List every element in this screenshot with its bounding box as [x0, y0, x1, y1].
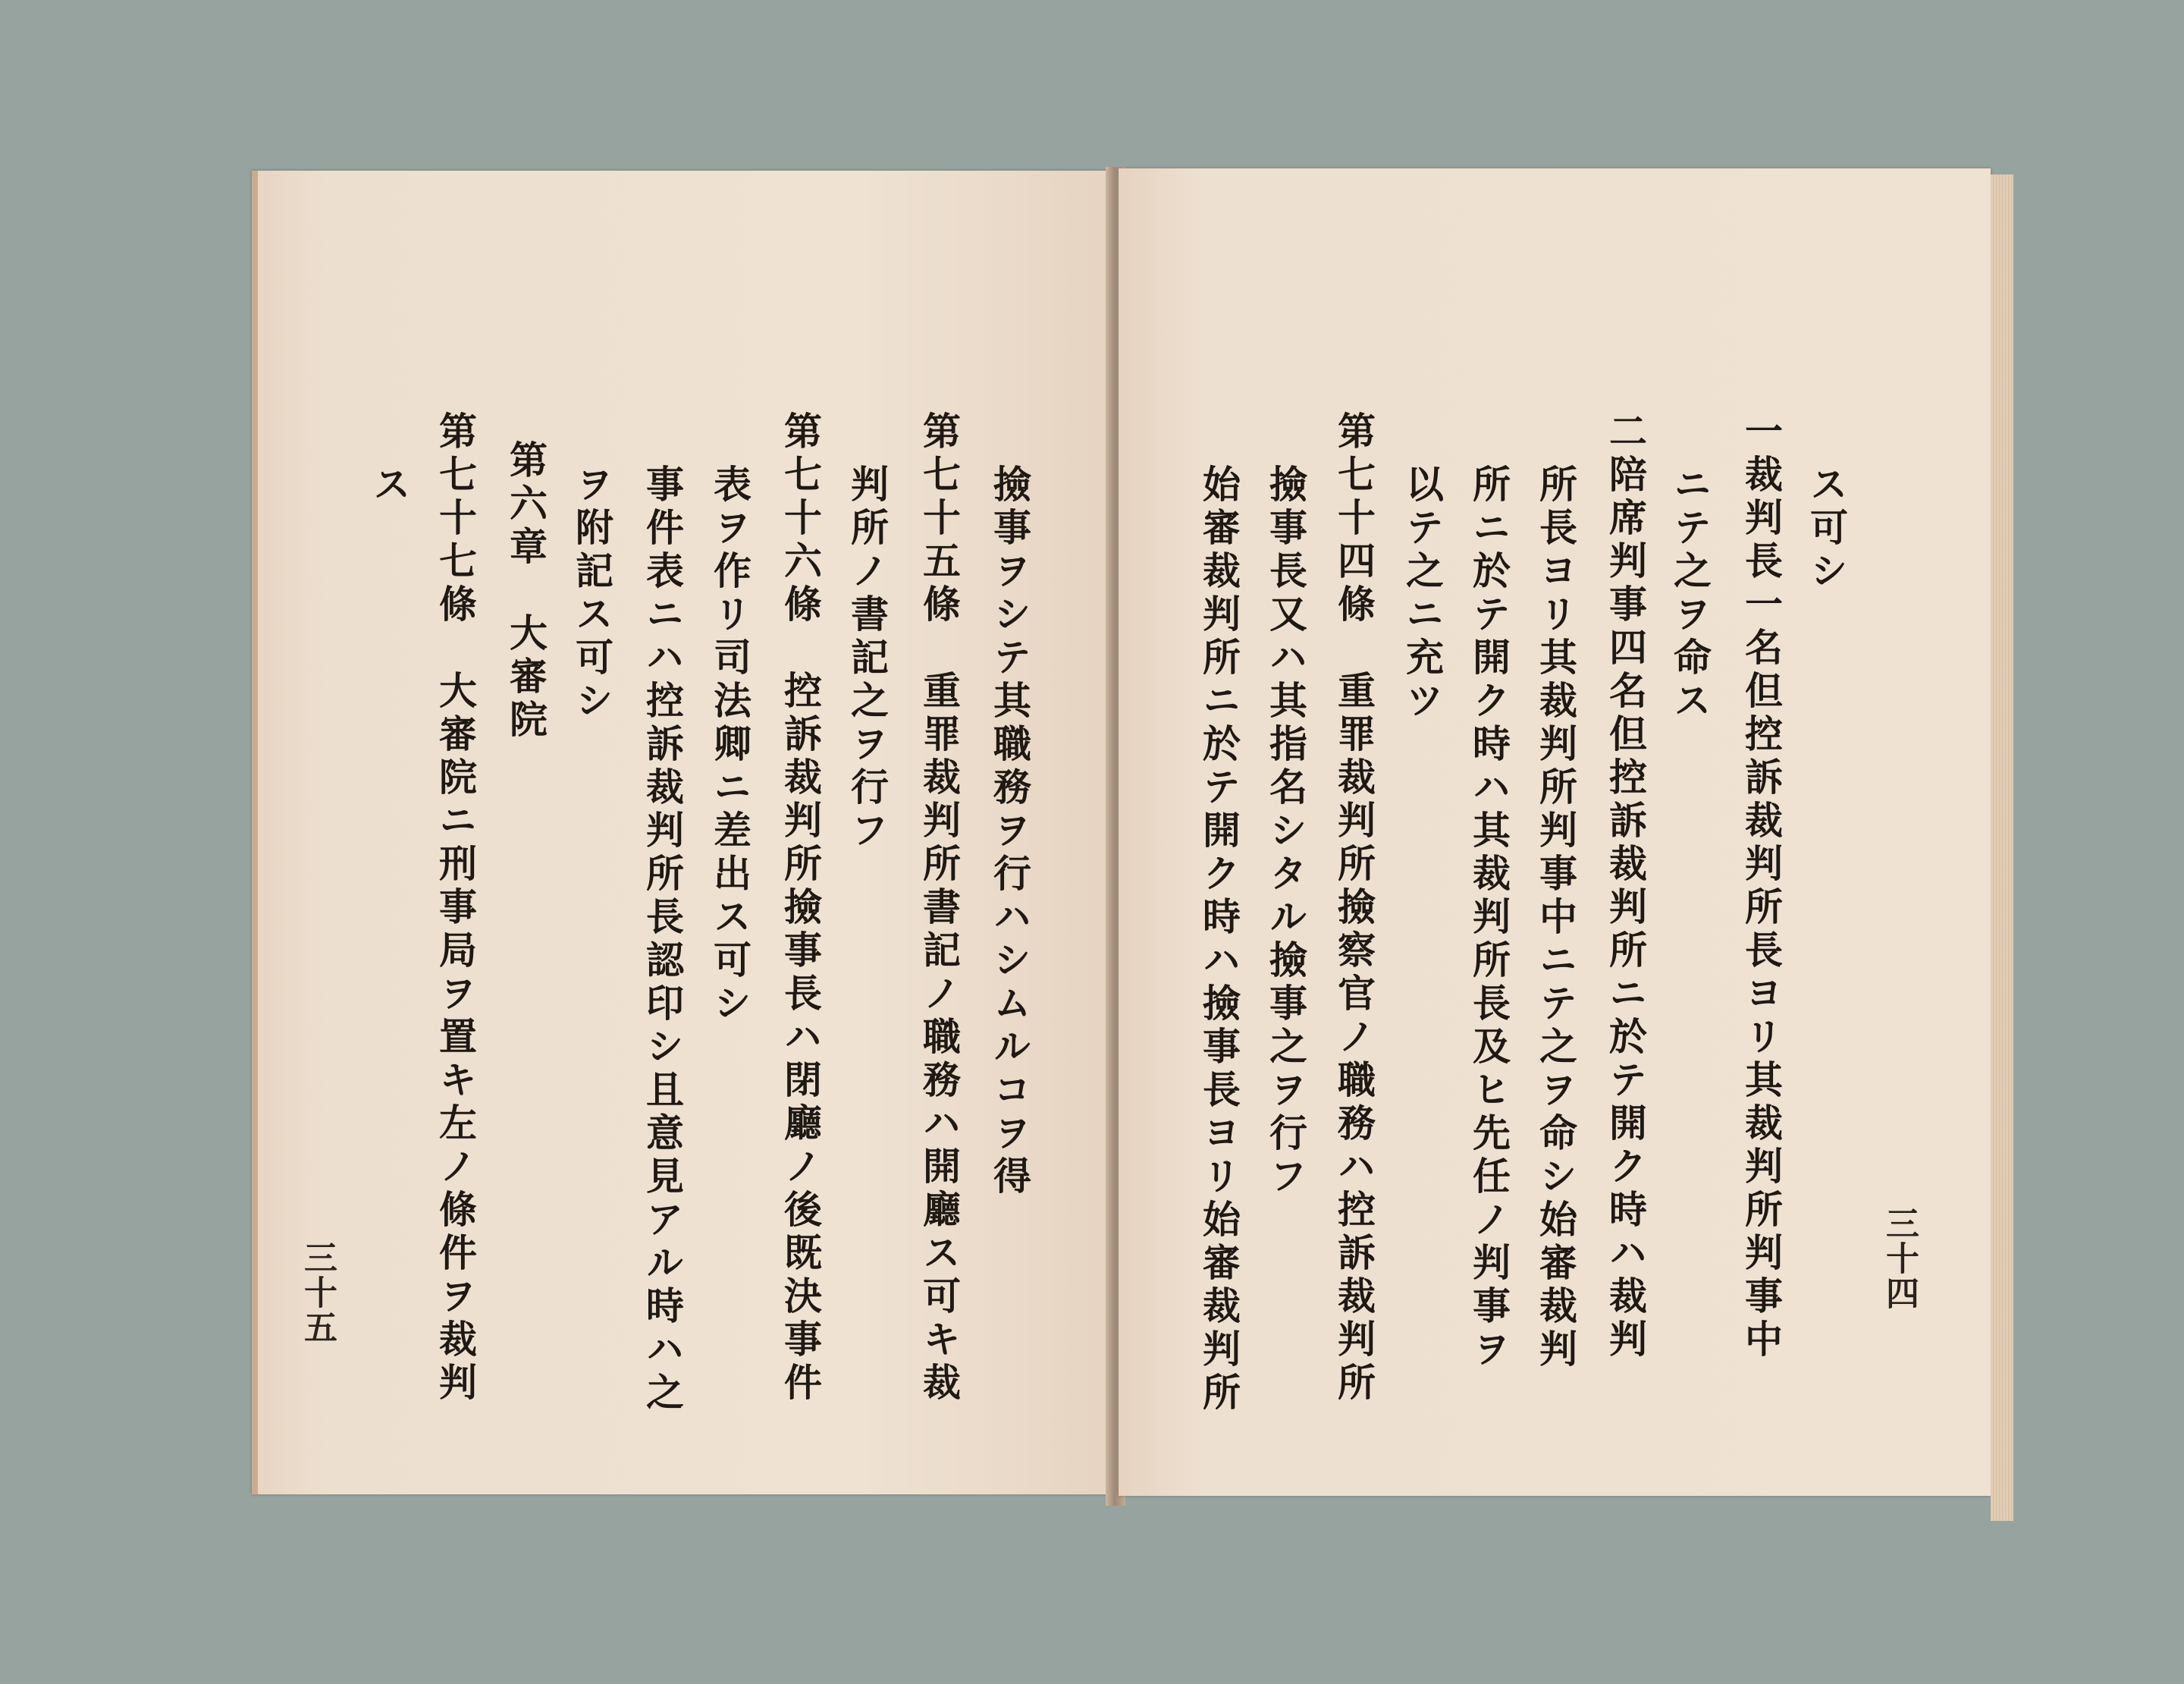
left-text-column: 表ヲ作リ司法卿ニ差出ス可シ [708, 464, 752, 1026]
page-number: 三十四 [1880, 1206, 1919, 1311]
left-text-column: 第七十六條 控訴裁判所撿事長ハ閉廳ノ後既決事件 [778, 411, 823, 1406]
right-text-column: 撿事長又ハ其指名シタル撿事之ヲ行フ [1263, 464, 1308, 1199]
right-text-column: 始審裁判所ニ於テ開ク時ハ撿事長ヨリ始審裁判所 [1197, 464, 1241, 1415]
right-text-column: ス可シ [1804, 464, 1849, 594]
left-text-column: 第七十七條 大審院ニ刑事局ヲ置キ左ノ條件ヲ裁判 [433, 411, 478, 1406]
left-text-column: 事件表ニハ控訴裁判所長認印シ且意見アル時ハ之 [640, 464, 685, 1415]
right-text-column: ニテ之ヲ命ス [1668, 464, 1712, 724]
right-text-column: 所ニ於テ開ク時ハ其裁判所長及ヒ先任ノ判事ヲ [1467, 464, 1511, 1372]
right-text-column: 第七十四條 重罪裁判所撿察官ノ職務ハ控訴裁判所 [1332, 411, 1376, 1406]
right-text-column: 一裁判長一名但控訴裁判所長ヨリ其裁判所判事中 [1739, 411, 1784, 1362]
right-text-column: 二陪席判事四名但控訴裁判所ニ於テ開ク時ハ裁判 [1603, 411, 1648, 1362]
left-text-column: 判所ノ書記之ヲ行フ [845, 464, 890, 853]
page-edges [1991, 174, 2013, 1521]
right-text-column: 以テ之ニ充ツ [1400, 464, 1445, 724]
page-number: 三十五 [298, 1240, 337, 1345]
left-text-column: ヲ附記ス可シ [570, 464, 614, 724]
left-chapter-heading: 第六章 大審院 [504, 440, 548, 743]
left-text-column: ス [367, 464, 412, 507]
left-text-column: 撿事ヲシテ其職務ヲ行ハシムルコヲ得 [987, 464, 1032, 1199]
right-text-column: 所長ヨリ其裁判所判事中ニテ之ヲ命シ始審裁判 [1533, 464, 1578, 1372]
left-text-column: 第七十五條 重罪裁判所書記ノ職務ハ開廳ス可キ裁 [917, 411, 962, 1406]
